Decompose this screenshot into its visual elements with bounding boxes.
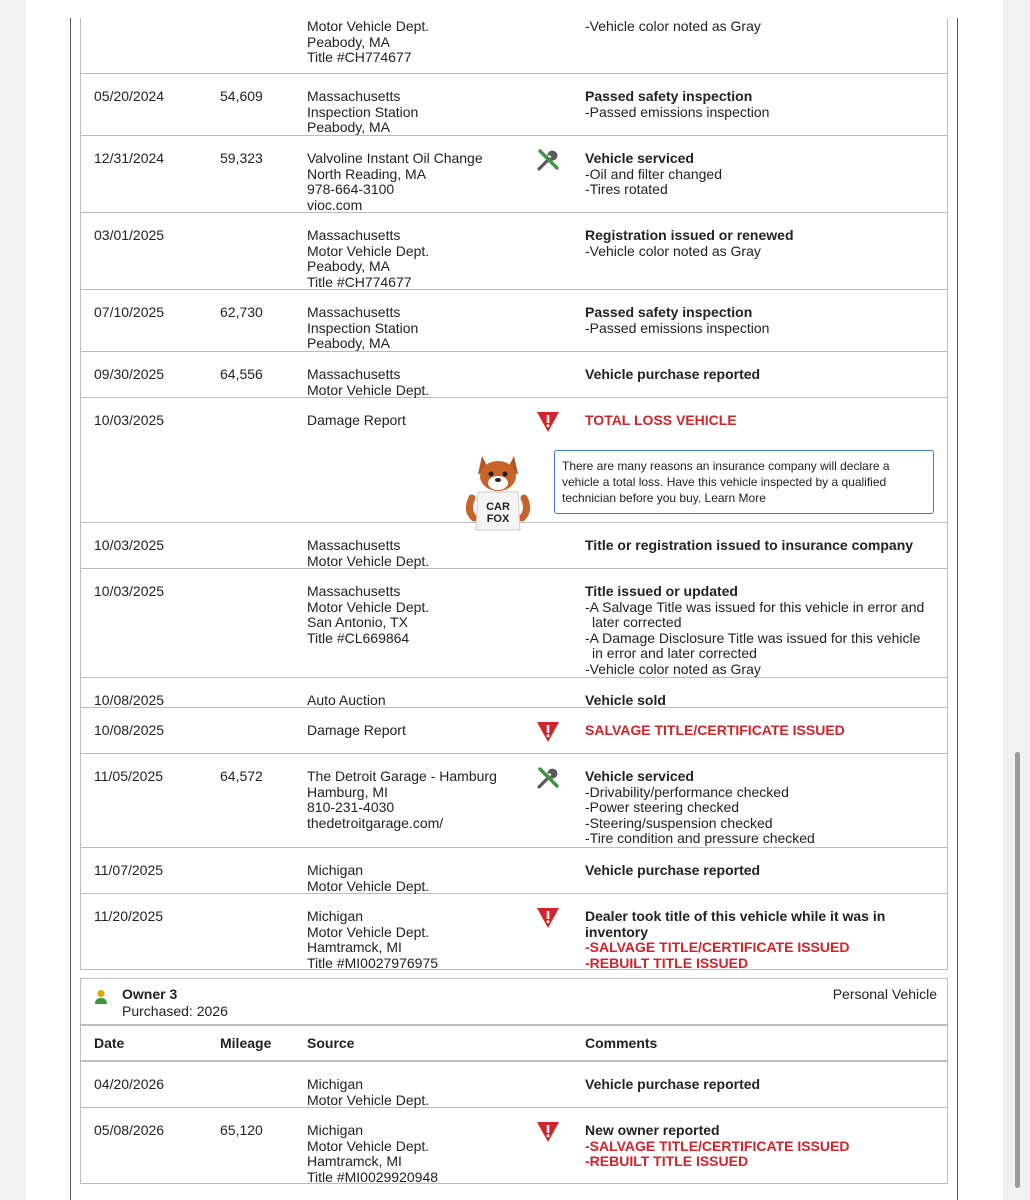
source-line: Valvoline Instant Oil Change: [307, 150, 483, 166]
source-line: Michigan: [307, 1122, 364, 1138]
row-date: 10/08/2025: [94, 692, 165, 708]
table-row: [80, 74, 948, 136]
alert-icon: [535, 409, 563, 437]
comment-title: Vehicle purchase reported: [585, 862, 761, 878]
source-line[interactable]: vioc.com: [307, 196, 363, 213]
source-line: Massachusetts: [307, 304, 401, 320]
service-icon: [535, 147, 563, 175]
row-date: 05/08/2026: [94, 1122, 165, 1138]
source-line: Michigan: [307, 862, 364, 878]
alert-detail: -SALVAGE TITLE/CERTIFICATE ISSUED: [585, 939, 850, 955]
row-source: [307, 909, 522, 971]
source-line: Damage Report: [307, 412, 406, 428]
owner-name: Owner 3: [122, 986, 178, 1002]
page-border-right: [957, 18, 958, 1200]
comment-title: Title or registration issued to insurance company: [585, 537, 914, 553]
comment-detail: -Power steering checked: [585, 799, 740, 815]
row-date: 05/20/2024: [94, 88, 165, 104]
comment-detail: -Vehicle color noted as Gray: [585, 242, 761, 259]
row-source: [307, 367, 522, 398]
row-date: 10/08/2025: [94, 722, 165, 738]
source-line: 810-231-4030: [307, 799, 395, 815]
row-mileage: 62,730: [220, 304, 263, 320]
row-source: [307, 89, 522, 136]
row-comments: [585, 367, 935, 383]
service-icon: [535, 765, 563, 793]
source-line: Motor Vehicle Dept.: [307, 877, 430, 894]
table-row: [80, 678, 948, 708]
header-source: Source: [307, 1035, 355, 1051]
source-line: Motor Vehicle Dept.: [307, 1091, 430, 1108]
source-line: Inspection Station: [307, 103, 419, 120]
row-comments: [585, 769, 935, 847]
source-line: Massachusetts: [307, 366, 401, 382]
source-line: Damage Report: [307, 722, 406, 738]
comment-detail: -Oil and filter changed: [585, 165, 722, 182]
mascot-text-1: CAR: [486, 501, 510, 513]
source-line: North Reading, MA: [307, 165, 427, 182]
source-line: Massachusetts: [307, 88, 401, 104]
source-line: The Detroit Garage - Hamburg: [307, 768, 497, 784]
source-line: Title #MI0027976975: [307, 954, 439, 971]
source-line: Peabody, MA: [307, 33, 391, 50]
alert-icon: [535, 905, 563, 933]
source-line: San Antonio, TX: [307, 614, 408, 630]
comment-title: Title issued or updated: [585, 583, 738, 599]
alert-icon: [535, 719, 563, 747]
row-source: [307, 769, 522, 831]
source-line: Auto Auction: [307, 692, 386, 708]
mascot-text-2: FOX: [486, 513, 510, 525]
source-line: Motor Vehicle Dept.: [307, 1137, 430, 1154]
row-mileage: 65,120: [220, 1122, 263, 1138]
comment-title: Dealer took title of this vehicle while it was in inventory: [585, 908, 886, 940]
comment-title: Passed safety inspection: [585, 304, 753, 320]
comment-detail: -Tires rotated: [585, 181, 668, 197]
row-source: [307, 228, 522, 290]
table-row: [80, 894, 948, 970]
scrollbar[interactable]: [1015, 752, 1020, 1188]
source-line: Title #CH774677: [307, 273, 412, 290]
row-date: 11/05/2025: [94, 768, 164, 784]
source-line: Motor Vehicle Dept.: [307, 598, 430, 615]
row-comments: [585, 89, 935, 120]
source-line: Motor Vehicle Dept.: [307, 381, 430, 398]
row-date: 10/03/2025: [94, 412, 165, 428]
row-mileage: 64,572: [220, 768, 263, 784]
comment-title: Vehicle sold: [585, 692, 666, 708]
comment-detail: -Steering/suspension checked: [585, 814, 773, 831]
source-line: Hamburg, MI: [307, 783, 388, 800]
owner-purchased: Purchased: 2026: [122, 1003, 228, 1019]
comment-title: Vehicle purchase reported: [585, 366, 761, 382]
table-row: [80, 1108, 948, 1184]
source-line: Massachusetts: [307, 583, 401, 599]
header-date: Date: [94, 1035, 125, 1051]
row-source: [307, 151, 522, 213]
source-line: Title #CH774677: [307, 49, 412, 65]
row-source: [307, 863, 522, 894]
source-line: Inspection Station: [307, 319, 419, 336]
alert-icon: [535, 1119, 563, 1147]
owner3-table-header: [80, 1026, 948, 1062]
row-source: [307, 1077, 522, 1108]
table-row: [80, 848, 948, 894]
comment-title: Registration issued or renewed: [585, 227, 794, 243]
source-line: Motor Vehicle Dept.: [307, 242, 430, 259]
comment-detail: -A Damage Disclosure Title was issued for this vehicle in error and later corrected: [585, 629, 921, 661]
row-mileage: 59,323: [220, 150, 263, 166]
row-date: 11/07/2025: [94, 862, 164, 878]
row-source: [307, 1123, 522, 1185]
comment-title: Vehicle serviced: [585, 768, 694, 784]
comment-title: Vehicle purchase reported: [585, 1076, 761, 1092]
source-line: Hamtramck, MI: [307, 939, 402, 955]
source-line: Michigan: [307, 1076, 364, 1092]
table-row: [80, 1062, 948, 1108]
source-line: Motor Vehicle Dept.: [307, 923, 430, 940]
row-comments: [585, 1123, 935, 1170]
row-comments: [585, 863, 935, 879]
source-line[interactable]: thedetroitgarage.com/: [307, 814, 444, 831]
source-line: Peabody, MA: [307, 258, 391, 274]
table-row: [80, 136, 948, 213]
row-source: [307, 693, 522, 709]
table-row: [80, 3, 948, 74]
comment-title: Vehicle serviced: [585, 150, 694, 166]
owner3-header: [80, 978, 948, 1026]
source-line: Michigan: [307, 908, 364, 924]
comment-detail: -Tire condition and pressure checked: [585, 830, 815, 846]
table-row: [80, 754, 948, 848]
row-comments: [585, 538, 935, 554]
table-row: [80, 523, 948, 569]
alert-detail: -REBUILT TITLE ISSUED: [585, 954, 749, 971]
row-comments: [585, 584, 935, 677]
alert-title: TOTAL LOSS VEHICLE: [585, 412, 737, 428]
comment-detail: -Passed emissions inspection: [585, 103, 770, 120]
source-line: Massachusetts: [307, 537, 401, 553]
comment-detail: -Drivability/performance checked: [585, 783, 789, 800]
row-date: 07/10/2025: [94, 304, 165, 320]
row-comments: [585, 1077, 935, 1093]
comment-detail: -Vehicle color noted as Gray: [585, 18, 761, 34]
header-comments: Comments: [585, 1035, 658, 1051]
source-line: 978-664-3100: [307, 181, 395, 197]
table-row: [80, 708, 948, 754]
row-date: 12/31/2024: [94, 150, 165, 166]
row-mileage: 64,556: [220, 366, 263, 382]
row-comments: [585, 228, 935, 259]
row-source: [307, 413, 522, 429]
comment-detail: -Vehicle color noted as Gray: [585, 660, 761, 677]
row-date: 10/03/2025: [94, 583, 165, 599]
table-row: [80, 213, 948, 290]
source-line: Peabody, MA: [307, 119, 391, 135]
total-loss-tooltip[interactable]: There are many reasons an insurance company will declare a vehicle a total loss. Have this vehicle inspected by a qualified technician before you buy. Learn More: [554, 450, 934, 514]
row-date: 03/01/2025: [94, 227, 165, 243]
alert-detail: -SALVAGE TITLE/CERTIFICATE ISSUED: [585, 1137, 850, 1154]
row-source: [307, 305, 522, 352]
row-comments: [585, 723, 935, 739]
alert-title: SALVAGE TITLE/CERTIFICATE ISSUED: [585, 722, 845, 738]
page-border-left: [70, 18, 71, 1200]
table-row: [80, 352, 948, 398]
table-row: [80, 398, 948, 523]
row-date: 09/30/2025: [94, 366, 165, 382]
table-row: [80, 290, 948, 352]
row-date: 04/20/2026: [94, 1076, 165, 1092]
person-icon: [94, 989, 108, 1005]
row-mileage: 54,609: [220, 88, 263, 104]
comment-title: New owner reported: [585, 1122, 720, 1138]
row-comments: [585, 151, 935, 198]
row-comments: [585, 19, 935, 35]
row-comments: [585, 305, 935, 336]
header-mileage: Mileage: [220, 1035, 272, 1051]
source-line: Hamtramck, MI: [307, 1153, 402, 1169]
source-line: Title #CL669864: [307, 629, 410, 646]
comment-title: Passed safety inspection: [585, 88, 753, 104]
row-comments: [585, 693, 935, 709]
source-line: Peabody, MA: [307, 335, 391, 351]
source-line: Motor Vehicle Dept.: [307, 552, 430, 569]
row-source: [307, 19, 522, 66]
row-date: 10/03/2025: [94, 537, 165, 553]
table-row: [80, 569, 948, 678]
row-comments: [585, 909, 935, 971]
row-date: 11/20/2025: [94, 908, 164, 924]
row-source: [307, 584, 522, 646]
source-line: Title #MI0029920948: [307, 1168, 439, 1185]
row-source: [307, 538, 522, 569]
comment-detail: -A Salvage Title was issued for this vehicle in error and later corrected: [585, 598, 925, 630]
source-line: Massachusetts: [307, 227, 401, 243]
alert-detail: -REBUILT TITLE ISSUED: [585, 1153, 749, 1169]
row-comments: [585, 413, 935, 429]
comment-detail: -Passed emissions inspection: [585, 319, 770, 336]
row-source: [307, 723, 522, 739]
owner-vehicle-type: Personal Vehicle: [832, 986, 937, 1002]
source-line: Motor Vehicle Dept.: [307, 18, 430, 34]
